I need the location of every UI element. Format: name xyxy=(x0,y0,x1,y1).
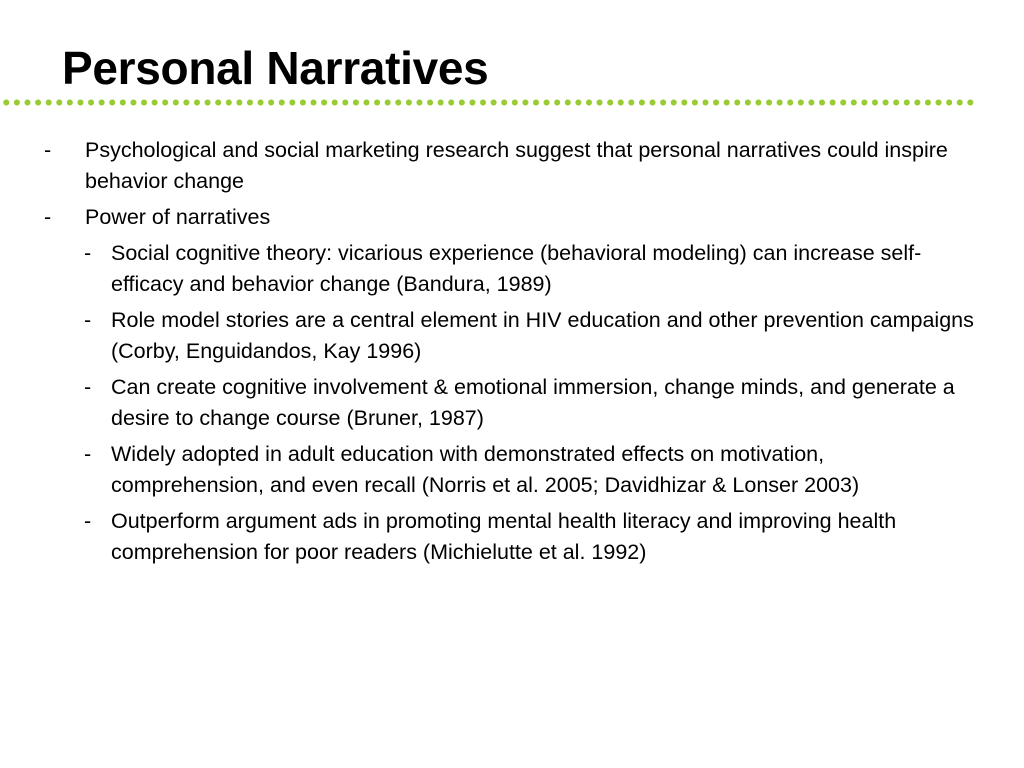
sub-bullet-item xyxy=(84,439,984,501)
bullet-item xyxy=(44,135,984,197)
title-divider xyxy=(0,99,978,106)
sub-bullet-marker: - xyxy=(84,308,92,332)
sub-bullet-text: Social cognitive theory: vicarious experience (behavioral modeling) can increase self-efficacy and behavior change (Bandura, 1989) xyxy=(111,241,922,296)
sub-bullet-item xyxy=(84,238,984,300)
sub-bullet-marker: - xyxy=(84,375,92,399)
sub-bullet-text: Can create cognitive involvement & emotional immersion, change minds, and generate a desire to change course (Bruner, 1987) xyxy=(111,375,955,430)
slide-title: Personal Narratives xyxy=(62,42,489,94)
bullet-list xyxy=(44,135,984,573)
bullet-text: Power of narratives xyxy=(85,205,271,229)
bullet-item xyxy=(44,202,984,233)
bullet-marker: - xyxy=(44,138,52,162)
sub-bullet-text: Widely adopted in adult education with demonstrated effects on motivation, comprehension, and even recall (Norris et al. 2005; Davidhizar & Lonser 2003) xyxy=(111,442,860,497)
sub-bullet-marker: - xyxy=(84,442,92,466)
bullet-marker: - xyxy=(44,205,52,229)
sub-bullet-marker: - xyxy=(84,509,92,533)
sub-bullet-text: Outperform argument ads in promoting mental health literacy and improving health comprehension for poor readers (Michielutte et al. 1992) xyxy=(111,509,897,564)
sub-bullet-item xyxy=(84,305,984,367)
sub-bullet-text: Role model stories are a central element in HIV education and other prevention campaigns (Corby, Enguidandos, Kay 1996) xyxy=(111,308,974,363)
bullet-text: Psychological and social marketing research suggest that personal narratives could inspire behavior change xyxy=(85,138,948,193)
sub-bullet-item xyxy=(84,372,984,434)
sub-bullet-marker: - xyxy=(84,241,92,265)
sub-bullet-item xyxy=(84,506,984,568)
